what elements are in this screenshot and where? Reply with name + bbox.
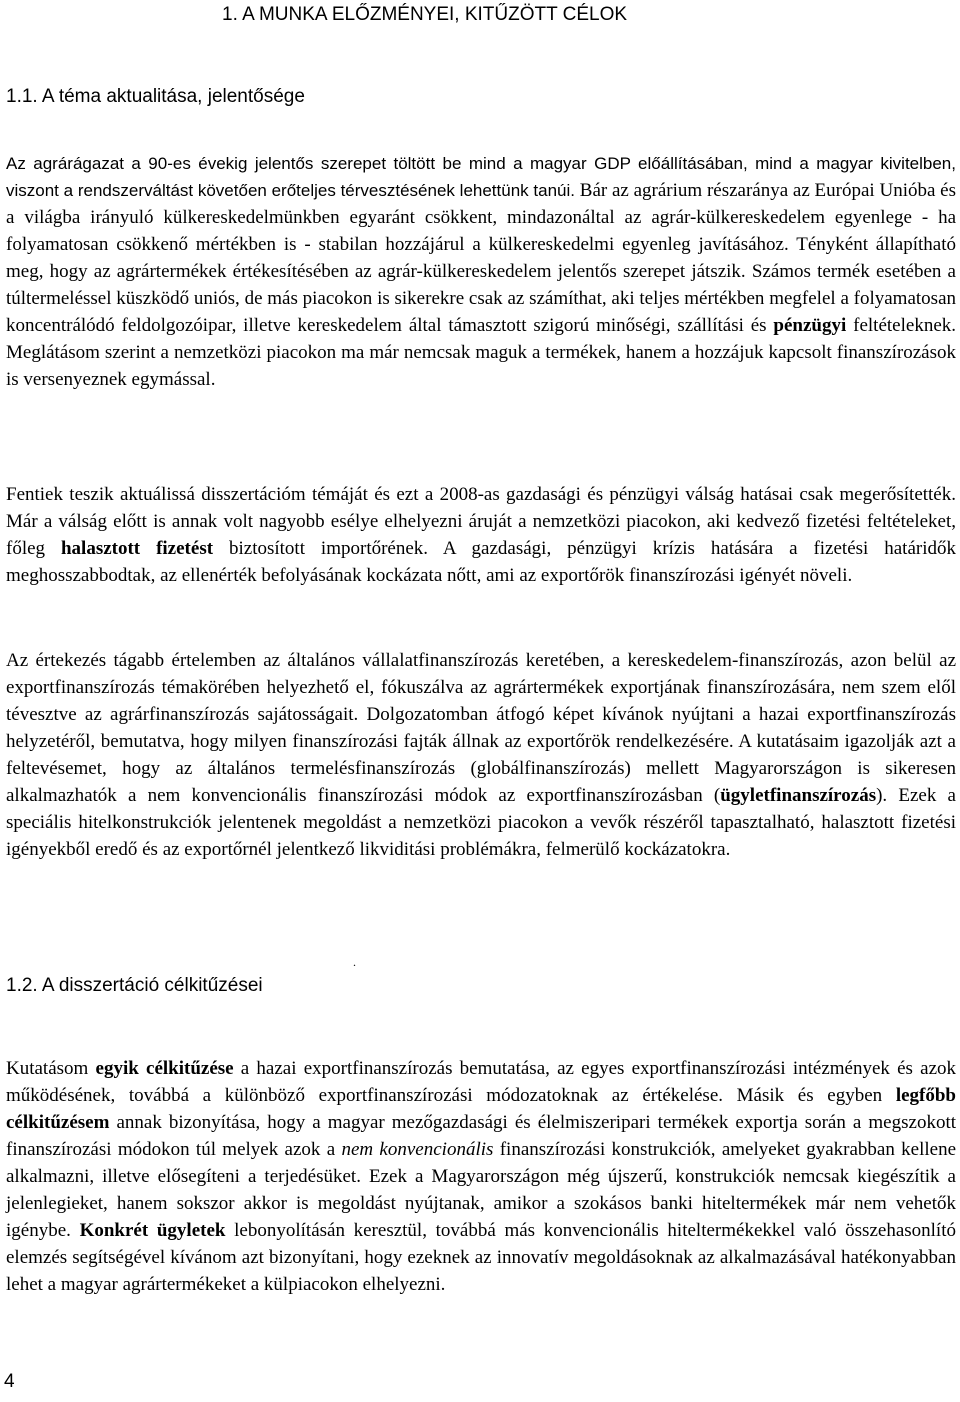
paragraph-3-bold-term: ügyletfinanszírozás (720, 785, 877, 806)
paragraph-1-sentence-1: Az agrárágazat a 90-es évekig jelentős szerepet töltött be mind a magyar GDP előállításában, mind a magyar kivitelben, viszont a rendszerváltást követően erőteljes térvesztésének lehettünk tanúi. (6, 154, 956, 200)
paragraph-4-part-1: Kutatásom (6, 1058, 96, 1079)
paragraph-4-part-5: lebonyolításán keresztül, továbbá más konvencionális hiteltermékekkel való összehasonlító elemzés segítségével kívánom azt bizonyítani, hogy ezeknek az innovatív megoldásoknak az alkalmazásával hatékonyabban lehet a magyar agrártermékeket a külpiacokon elhelyezni. (6, 1220, 956, 1295)
paragraph-1-sentence-3: Tényként állapítható meg, hogy az agrártermékek értékesítésében az agrár-külkereskedelem jelentős szerepet játszik. (6, 234, 956, 282)
paragraph-4-part-4: finanszírozási konstrukciók, amelyeket gyakrabban kellene alkalmazni, illetve elősegíteni a terjedésüket. Ezek a Magyarországon még újszerű, konstrukciók nemcsak kiegészítik a jelenlegieket, hanem sokszor akkor is megoldást nyújtanak, amikor a szokásos banki hiteltermékek már nem vehetők igénybe. (6, 1139, 957, 1241)
section-heading-1-2: 1.2. A disszertáció célkitűzései (6, 975, 263, 996)
paragraph-3-part-1: Az értekezés tágabb értelemben az általános vállalatfinanszírozás keretében, a kereskedelem-finanszírozás, azon belül az exportfinanszírozás témakörében helyezhető el, fókuszálva az agrártermékek exportjának finanszírozására, nem szem elől tévesztve az agrárfinanszírozás sajátosságait. Dolgozatomban átfogó képet kívánok nyújtani a hazai exportfinanszírozás helyzetéről, bemutatva, hogy milyen finanszírozási fajták állnak az exportőrök rendelkezésére. A kutatásaim igazolják azt a feltevésemet, hogy az általános termelésfinanszírozás (globálfinanszírozás) mellett Magyarországon is sikeresen alkalmazhatók a nem konvencionális finanszírozási módok az exportfinanszírozásban ( (6, 650, 956, 806)
paragraph-2 (6, 481, 956, 589)
section-heading-1-1: 1.1. A téma aktualitása, jelentősége (6, 86, 305, 107)
paragraph-2-part-1: Fentiek teszik aktuálissá disszertációm témáját és ezt a 2008-as gazdasági és pénzügyi válság hatásai csak megerősítették. Már a válság előtt is annak volt nagyobb esélye elhelyezni áruját a nemzetközi piacokon, aki kedvező fizetési feltételeket, főleg (6, 484, 956, 559)
chapter-heading: 1. A MUNKA ELŐZMÉNYEI, KITŰZÖTT CÉLOK (222, 4, 628, 25)
paragraph-1 (6, 150, 956, 393)
paragraph-4-italic: nem konvencionális (341, 1139, 494, 1160)
paragraph-3 (6, 647, 956, 863)
page-number: 4 (4, 1371, 15, 1392)
paragraph-4 (6, 1055, 956, 1298)
paragraph-1-sentence-4: Számos termék esetében a túltermeléssel küszködő uniós, de más piacokon is sikerekre csak az számíthat, aki teljes mértékben megfelel a folyamatosan koncentrálódó feldolgozóipar, illetve kereskedelem által támasztott szigorú minőségi, szállítási és (6, 261, 956, 336)
paragraph-4-bold-3: Konkrét ügyletek (79, 1220, 226, 1241)
paragraph-4-part-3: annak bizonyítása, hogy a magyar mezőgazdasági és élelmiszeripari termékek exportja során a megszokott finanszírozási módokon túl melyek azok a (6, 1112, 956, 1160)
paragraph-2-part-2: biztosított importőrének. A gazdasági, pénzügyi krízis hatására a fizetési határidők meghosszabbodtak, az ellenérték befolyásának kockázata nőtt, ami az exportőrök finanszírozási igényét növeli. (6, 538, 956, 586)
paragraph-1-sentence-2: Bár az agrárium részaránya az Európai Unióba és a világba irányuló külkereskedelmünkben egyaránt csökkent, mindazonáltal az agrár-külkereskedelem egyenlege - ha folyamatosan csökkenő mértékben is - stabilan hozzájárul a külkereskedelmi egyenleg javításához. (6, 180, 956, 255)
paragraph-4-bold-1: egyik célkitűzése (95, 1058, 234, 1079)
paragraph-3-part-2: ). Ezek a speciális hitelkonstrukciók jelentenek megoldást a nemzetközi piacokon a vevők részéről tapasztalható, halasztott fizetési igényekből eredő és az exportőrnél jelentkező likviditási problémákra, felmerülő kockázatokra. (6, 785, 956, 860)
paragraph-4-part-2: a hazai exportfinanszírozás bemutatása, az egyes exportfinanszírozási intézmények és azok működésének, továbbá a különböző exportfinanszírozási módozatoknak az értékelése. Másik és egyben (6, 1058, 957, 1106)
stray-dot: . (353, 955, 356, 969)
paragraph-1-sentence-6: Meglátásom szerint a nemzetközi piacokon ma már nemcsak maguk a termékek, hanem a hozzájuk kapcsolt finanszírozások is versenyeznek egymással. (6, 342, 956, 390)
paragraph-1-bold-term: pénzügyi (773, 315, 847, 336)
paragraph-4-bold-2: legfőbb célkitűzésem (6, 1085, 956, 1133)
paragraph-2-bold-term: halasztott fizetést (60, 538, 214, 559)
paragraph-1-sentence-5: feltételeknek. (846, 315, 956, 336)
